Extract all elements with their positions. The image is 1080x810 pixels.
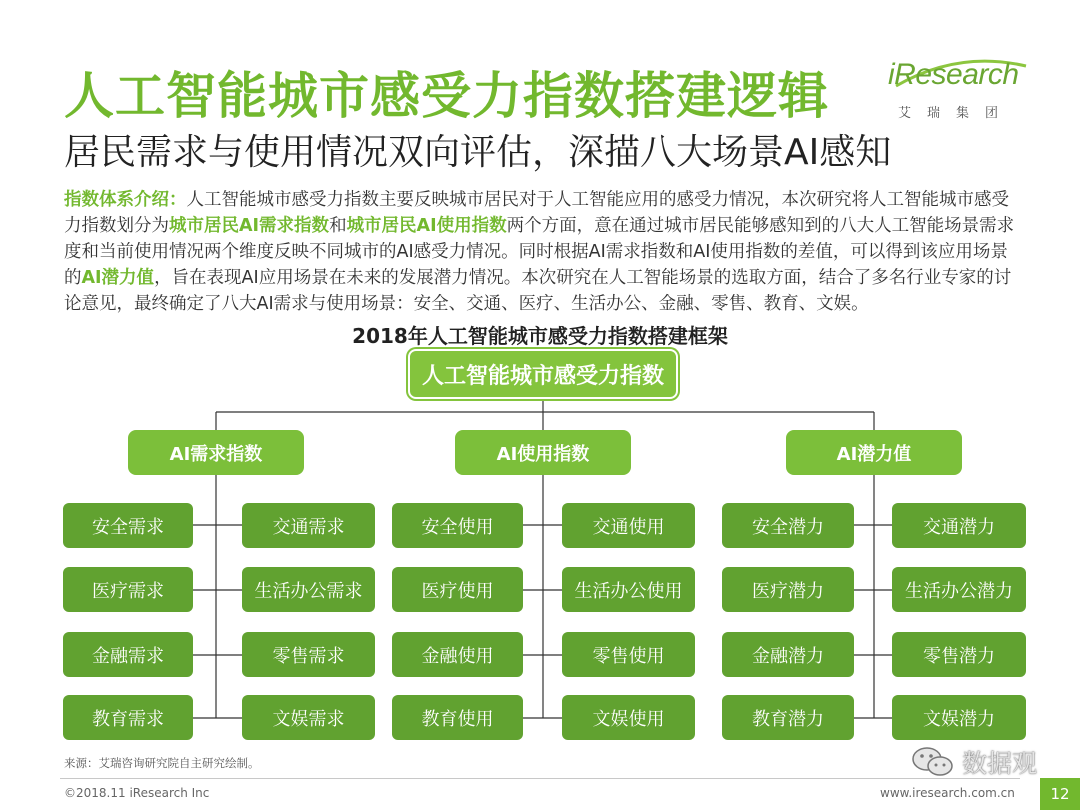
leaf-potential-finance: 金融潜力	[722, 632, 854, 677]
intro-text-1: 人工智能城市感受力指数主要反映城市居民对于人工智能应用的感受力情况，本次研究将人工智能城市感受力指数划分为	[64, 190, 1009, 236]
leaf-usage-medical: 医疗使用	[392, 567, 523, 612]
intro-text-4: ，旨在表现AI应用场景在未来的发展潜力情况。本次研究在人工智能场景的选取方面，结合了多名行业专家的讨论意见，最终确定了八大AI需求与使用场景：安全、交通、医疗、生活办公、金融、零售、教育、文娱。	[64, 268, 1012, 314]
leaf-demand-retail: 零售需求	[242, 632, 375, 677]
leaf-demand-security: 安全需求	[63, 503, 193, 548]
root-node: 人工智能城市感受力指数	[408, 349, 678, 399]
leaf-demand-traffic: 交通需求	[242, 503, 375, 548]
page-subtitle: 居民需求与使用情况双向评估，深描八大场景AI感知	[64, 132, 892, 173]
leaf-potential-traffic: 交通潜力	[892, 503, 1026, 548]
intro-label: 指数体系介绍：	[64, 190, 187, 210]
intro-highlight-potential: AI潜力值	[81, 268, 155, 288]
leaf-demand-education: 教育需求	[63, 695, 193, 740]
leaf-demand-entertainment: 文娱需求	[242, 695, 375, 740]
logo-subtext: 艾瑞集团	[898, 106, 1015, 121]
leaf-potential-security: 安全潜力	[722, 503, 854, 548]
leaf-usage-security: 安全使用	[392, 503, 523, 548]
category-ai-usage: AI使用指数	[455, 430, 631, 475]
website-link[interactable]: www.iresearch.com.cn	[880, 786, 1015, 800]
watermark	[910, 744, 1037, 780]
source-note: 来源：艾瑞咨询研究院自主研究绘制。	[64, 756, 260, 770]
leaf-usage-traffic: 交通使用	[562, 503, 695, 548]
watermark-text: 数据观	[962, 749, 1038, 778]
intro-text-2: 和	[329, 216, 347, 236]
leaf-potential-education: 教育潜力	[722, 695, 854, 740]
leaf-potential-life-office: 生活办公潜力	[892, 567, 1026, 612]
wechat-icon	[910, 744, 956, 780]
category-ai-demand: AI需求指数	[128, 430, 304, 475]
intro-text-3: 两个方面，意在通过城市居民能够感知到的八大人工智能场景需求度和当前使用情况两个维度反映不同城市的AI感受力情况。同时根据AI需求指数和AI使用指数的差值，可以得到该应用场景的	[64, 216, 1015, 288]
leaf-usage-life-office: 生活办公使用	[562, 567, 695, 612]
category-ai-potential: AI潜力值	[786, 430, 962, 475]
leaf-usage-entertainment: 文娱使用	[562, 695, 695, 740]
leaf-usage-finance: 金融使用	[392, 632, 523, 677]
diagram-title: 2018年人工智能城市感受力指数搭建框架	[352, 324, 728, 348]
page-number: 12	[1040, 778, 1080, 810]
leaf-demand-life-office: 生活办公需求	[242, 567, 375, 612]
copyright: ©2018.11 iResearch Inc	[64, 786, 210, 800]
leaf-demand-medical: 医疗需求	[63, 567, 193, 612]
intro-highlight-demand: 城市居民AI需求指数	[169, 216, 330, 236]
page-title: 人工智能城市感受力指数搭建逻辑	[64, 67, 829, 125]
leaf-demand-finance: 金融需求	[63, 632, 193, 677]
leaf-usage-retail: 零售使用	[562, 632, 695, 677]
footer-divider	[60, 778, 1020, 779]
leaf-potential-entertainment: 文娱潜力	[892, 695, 1026, 740]
leaf-potential-retail: 零售潜力	[892, 632, 1026, 677]
intro-highlight-usage: 城市居民AI使用指数	[346, 216, 507, 236]
leaf-potential-medical: 医疗潜力	[722, 567, 854, 612]
logo-wordmark: iResearch	[888, 58, 1019, 91]
leaf-usage-education: 教育使用	[392, 695, 523, 740]
